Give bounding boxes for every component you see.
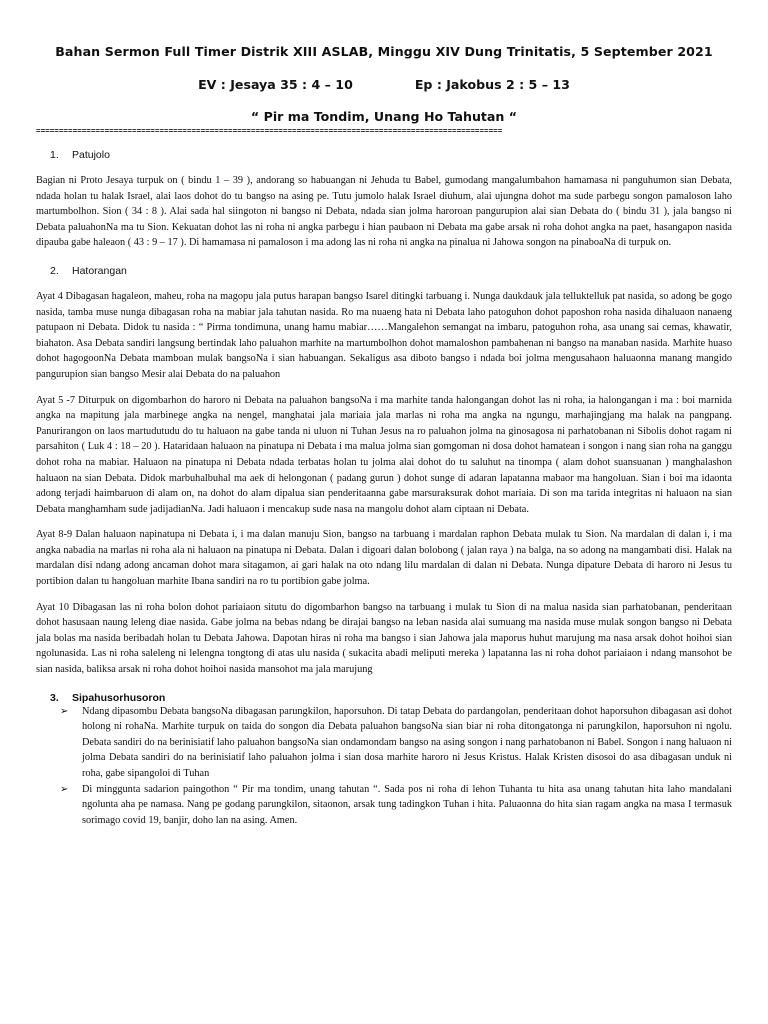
- list-item: [60, 704, 732, 782]
- bullet-list: [36, 704, 732, 829]
- section-number: 1.: [50, 149, 59, 161]
- paragraph: Ayat 4 Dibagasan hagaleon, maheu, roha na magopu jala putus harapan bangso Isarel ditingki tarbuang i. Nunga daukdauk jala telluktelluk pat nasida, so adong be gogo nasida, tamba muse nunga dibagasan roha na mabiar jala tahutan nasida. Ro ma nuaeng hata ni Debata laho patoguhon dohot paposhon roha nasida dihaluaon nanaeng patupaon ni Debata. Didok tu nasida : “ Pirma tondimuna, unang hamu mabiar……Mangalehon semangat na imbaru, patoguhon roha, asa unang sai cemas, khawatir, biahaton. Asa Debata sandiri langsung bertindak laho paluahon marhite na martumbolhon dohot mamaloshon pambahenan ni bangso na manaban nasida. Marhite huaso dohot hagogoonNa Debata mamboan mulak bangsoNa i sian habuangan. Sekaligus asa diboto bangso i ndada boi jolma mengusahaon haluaonna manang mangido pangurupion sian bangso Mesir alai Debata do na paluahon: [36, 290, 732, 380]
- bullet-text: Ndang dipasombu Debata bangsoNa dibagasan parungkilon, haporsuhon. Di tatap Debata do pardangolan, penderitaan dohot haporsuhon dibagasan asi dohot holong ni rohaNa. Marhite turpuk on taida do songon dia Debata paluahon bangsoNa sian biar ni roha ditongatonga ni parungkilon, haporsuhon ni ngolu. Debata sandiri do na berinisiatif laho paluahon bangsoNa sian ondamondam bangso na asing songon i nang parhatobanon ni Babel. Songon i nang haluaon ni jolma Debata sandiri do na berinisiatif laho paluahon jolma i sian dosa marhite haroro ni Jesus Kristus. Halak Kristen disosoi do asa dibagasan unduk ni roha, gabe sipangoloi di Tuhan: [82, 705, 732, 779]
- scripture-references: [36, 77, 732, 92]
- arrow-bullet-icon: ➢: [60, 705, 69, 717]
- section-heading-hatorangan: [50, 265, 732, 277]
- section-heading-sipahusorhusoron: [50, 692, 732, 704]
- document-title: Bahan Sermon Full Timer Distrik XIII ASLAB, Minggu XIV Dung Trinitatis, 5 September 2021: [55, 44, 713, 59]
- list-item: [60, 782, 732, 829]
- sermon-theme: “ Pir ma Tondim, Unang Ho Tahutan “: [250, 109, 518, 124]
- section-title: Sipahusorhusoron: [72, 691, 166, 704]
- ep-reference: Ep : Jakobus 2 : 5 – 13: [414, 77, 570, 92]
- section-number: 2.: [50, 264, 59, 277]
- paragraph: Ayat 5 -7 Diturpuk on digombarhon do haroro ni Debata na paluahon bangsoNa i ma marhite tanda halongangan dohot las ni roha, ia halongangan i ma : boi marnida angka na mapitung jala marbinege angka na nengel, manghatai jala mariaia jala marlas ni roha ma angka na ngungu, marhajingjang ma halak na pangpang. Panurirangon on laos martudutudu do tu haluaon na gabe tanda ni uluon ni Tuhan Jesus na ro paluahon jolma na ginosagosa ni parhatobanan ni Sibolis dohot ragam ni parsahiton ( Luk 4 : 18 – 20 ). Hataridaan haluaon na pinatupa ni Debata i ma malua jolma sian gomgoman ni dosa dohot hamatean i songon i nang sian roha na ganggu dohot roha na mabiar. Haluaon na pinatupa ni Debata ndada terbatas holan tu jolma alai dohot do tu saluhut na tinompa ( alam dohot suansuanan ) manghalashon haluaon na sian Debata. Didok marbuhalbuhal ma aek di helongonan ( padang gurun ) dohot sunge di adaran lapatanna mabaor ma hangoluan. Sian i boi ma idaonta adong terjadi haimbaruon di alam on, na dohot do alam dipalua sian penderitaanna gabe marsuraksurak dohot mariaia. Di son ma tarida integritas ni haluaon na sian Debata manghamham sude jadijadianNa. Jadi haluaon i mencakup sude nasa na mangolu dohot alam ciptaan ni Debata.: [36, 394, 732, 515]
- paragraph: Ayat 8-9 Dalan haluaon napinatupa ni Debata i, i ma dalan manuju Sion, bangso na tarbuang i mardalan raphon Debata mulak tu Sion. Na mardalan di dalan i, i ma angka nabadia na marlas ni roha ala ni haluaon na pinatupa ni Debata. Dalan i digoari dalan bolobong ( jalan raya ) na balga, na so adong na mangambati disi. Halak na mardalan disi ndang adong ancaman dohot mara sitagamon, ai gari halak na oto ndang lilu mardalan di dalan ni Debata. Nunga dipature Debata di haroro ni Jesus tu portibion dalan tu hangoluan marhite Ibana sandiri na ro tu portibion gabe jolma.: [36, 529, 732, 588]
- section-heading-patujolo: [50, 149, 732, 161]
- section-title: Hatorangan: [72, 264, 127, 277]
- paragraph: Ayat 10 Dibagasan las ni roha bolon dohot pariaiaon situtu do digombarhon bangso na tarbuang i mulak tu Sion di na malua nasida sian parhatobanan, penderitaan dohot hasusaan naung leleng diae nasida. Gabe jolma na bebas ndang be dirajai bangso na leban nasida alai sumuang ma nasida muse mulak songon bangso ni Debata jala bolas ma nasida beribadah holan tu Debata Jahowa. Dapotan hiras ni roha ma bangso i sian Jahowa jala maporus huhut marujung ma nasa arsak dohot hoihoi sian ngolunasida. Las ni roha saleleng ni lelengna tongtong di atas ulu nasida ( sukacita abadi meliputi mereka ) lapatanna las ni roha dohot pariaiaon i ndang mansohot be sian nasida, baliksa arsak ni roha dohot hoihoi nasida mansohot ma jala marujung: [36, 601, 732, 676]
- section-title: Patujolo: [72, 149, 110, 161]
- ev-reference: EV : Jesaya 35 : 4 – 10: [198, 77, 353, 92]
- paragraph: Bagian ni Proto Jesaya turpuk on ( bindu 1 – 39 ), andorang so habuangan ni Jehuda tu Babel, gumodang mangalumbahon hamamasa ni panguhumon sian Debata, ndada holan tu halak Israel, alai laos dohot do tu bangso na asing pe. Tutu jumolo halak Israel diuhum, alai ujungna dohot ma sude parbegu songon pamaloson laho martumbolhon. Sion ( 34 : 8 ). Alai sada hal siingoton ni bangso ni Debata, ndada sian jolma haroroan pangurupion alai sian Debata do ( bindu 31 ), jala bangso ni Debata paluahonNa ma tu Sion. Kekuatan dohot las ni roha ni angka parbegu i hian paubaon ni Debata ma gabe arsak ni roha dohot angka na paet, hasangapon nasida dipauba gabe haleaon ( 43 : 9 – 17 ). Di hamamasa ni pamaloson i ma adong las ni roha ni angka na pinalua ni Jahowa songon na pinaboaNa di turpuk on.: [36, 175, 732, 249]
- section-number: 3.: [50, 691, 59, 704]
- separator-rule: ======================================================================================================: [36, 127, 503, 135]
- bullet-text: Di minggunta sadarion paingothon “ Pir ma tondim, unang tahutan “. Sada pos ni roha di lehon Tuhanta tu hita asa unang tahutan hita laho mandalani ngolunta aha pe namasa. Nang pe godang parungkilon, sitaonon, arsak tung tadingkon Tuhan i hita. Paluaonna do hita sian ragam angka na masa I termasuk sorimago covid 19, banjir, doho lan na asing. Amen.: [82, 783, 732, 826]
- arrow-bullet-icon: ➢: [60, 783, 69, 795]
